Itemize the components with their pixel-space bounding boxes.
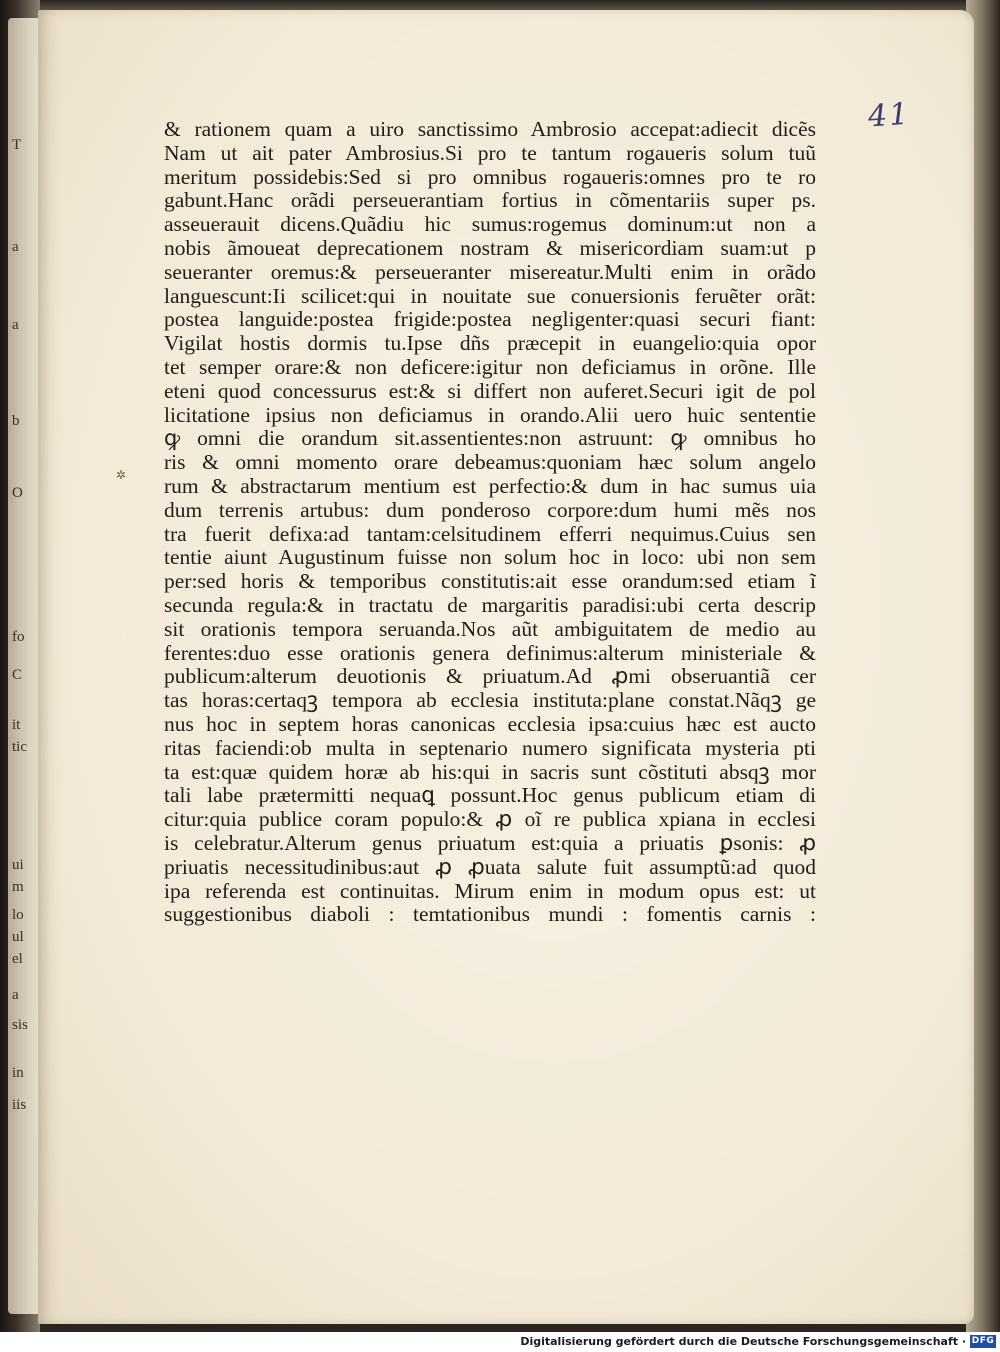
text-line: seueranter oremus:& perseueranter misereatur.Multi enim in orãdo <box>164 260 816 284</box>
text-line: postea languide:postea frigide:postea negligenter:quasi securi fiant: <box>164 308 816 332</box>
text-line: rum & abstractarum mentium est perfectio:& dum in hac sumus uia <box>164 474 816 498</box>
dfg-logo: DFG <box>971 1336 995 1346</box>
text-line: asseuerauit dicens.Quãdiu hic sumus:rogemus dominum:ut non a <box>164 213 816 237</box>
text-line: is celebratur.Alterum genus priuatum est:quia a priuatis ꝑsonis: ꝓ <box>164 831 816 855</box>
margin-fragment: ul <box>12 929 24 945</box>
text-line: citur:quia publice coram populo:& ꝓ oĩ re publica xpiana in ecclesi <box>164 808 816 832</box>
margin-fragment: tic <box>12 739 27 755</box>
text-line: gabunt.Hanc orãdi perseuerantiam fortius in cõmentariis super ps. <box>164 189 816 213</box>
margin-fragment: ui <box>12 857 24 873</box>
previous-page-edge <box>8 18 42 1314</box>
text-line: nus hoc in septem horas canonicas ecclesia ipsa:cuius hæc est aucto <box>164 712 816 736</box>
margin-fragment: a <box>12 987 19 1003</box>
text-line: ꝙ omni die orandum sit.assentientes:non astruunt: ꝙ omnibus ho <box>164 427 816 451</box>
margin-fragment: lo <box>12 907 24 923</box>
margin-fragment: a <box>12 239 19 255</box>
margin-fragment: O <box>12 485 23 501</box>
margin-fragment: iis <box>12 1097 27 1113</box>
text-line: per:sed horis & temporibus constitutis:ait esse orandum:sed etiam ĩ <box>164 570 816 594</box>
text-line: ris & omni momento orare debeamus:quoniam hæc solum angelo <box>164 451 816 475</box>
text-line: ritas faciendi:ob multa in septenario numero significata mysteria pti <box>164 736 816 760</box>
text-line: tas horas:certaqꝫ tempora ab ecclesia instituta:plane constat.Nãqꝫ ge <box>164 689 816 713</box>
text-line: nobis ãmoueat deprecationem nostram & misericordiam suam:ut p <box>164 236 816 260</box>
text-line: & rationem quam a uiro sanctissimo Ambrosio accepat:adiecit dicẽs <box>164 118 816 141</box>
funding-credit: Digitalisierung gefördert durch die Deutsche Forschungsgemeinschaft · <box>520 1335 966 1348</box>
text-line: tali labe prætermitti nequaꝗ possunt.Hoc genus publicum etiam di <box>164 784 816 808</box>
margin-fragment: C <box>12 667 23 683</box>
ink-speck: ✲ <box>116 468 127 482</box>
text-line: meritum possidebis:Sed si pro omnibus rogaueris:omnes pro te ro <box>164 165 816 189</box>
text-line: tra fuerit defixa:ad tantam:celsitudinem efferri nequimus.Cuius sen <box>164 522 816 546</box>
margin-fragment: el <box>12 951 23 967</box>
margin-fragment: fo <box>12 629 25 645</box>
text-line: licitatione ipsius non deficiamus in orando.Alii uero huic sententie <box>164 403 816 427</box>
margin-fragment: a <box>12 317 19 333</box>
text-line: ipa referenda est continuitas. Mirum enim in modum opus est: ut <box>164 879 816 903</box>
text-line: ferentes:duo esse orationis genera definimus:alterum ministeriale & <box>164 641 816 665</box>
footer-bar <box>0 1332 1000 1352</box>
margin-fragment: sis <box>12 1017 28 1033</box>
text-line: secunda regula:& in tractatu de margaritis paradisi:ubi certa descrip <box>164 593 816 617</box>
margin-fragment: b <box>12 413 20 429</box>
text-line: tet semper orare:& non deficere:igitur non deficiamus in orõne. Ille <box>164 355 816 379</box>
margin-fragment: in <box>12 1065 24 1081</box>
text-line: priuatis necessitudinibus:aut ꝓ ꝓuata salute fuit assumptũ:ad quod <box>164 855 816 879</box>
margin-fragment: it <box>12 717 21 733</box>
text-line: suggestionibus diaboli : temtationibus mundi : fomentis carnis : <box>164 903 816 927</box>
text-line: ta est:quæ quidem horæ ab his:qui in sacris sunt cõstituti absqꝫ mor <box>164 760 816 784</box>
margin-fragment: T <box>12 137 22 153</box>
body-text-block <box>164 118 816 927</box>
text-line: dum terrenis artubus: dum ponderoso corpore:dum humi mẽs nos <box>164 498 816 522</box>
text-line: eteni quod concessurus est:& si differt non auferet.Securi igit de pol <box>164 379 816 403</box>
margin-fragment: m <box>12 879 24 895</box>
text-line: publicum:alterum deuotionis & priuatum.Ad ꝓmi obseruantiã cer <box>164 665 816 689</box>
text-line: sit orationis tempora seruanda.Nos aũt ambiguitatem de medio au <box>164 617 816 641</box>
text-line: languescunt:Ii scilicet:qui in nouitate sue conuersionis feruẽter orãt: <box>164 284 816 308</box>
folio-number: 41 <box>866 96 912 135</box>
text-line: Nam ut ait pater Ambrosius.Si pro te tantum rogaueris solum tuũ <box>164 141 816 165</box>
text-line: Vigilat hostis dormis tu.Ipse dñs præcepit in euangelio:quia opor <box>164 332 816 356</box>
text-line: tentie aiunt Augustinum fuisse non solum hoc in loco: ubi non sem <box>164 546 816 570</box>
